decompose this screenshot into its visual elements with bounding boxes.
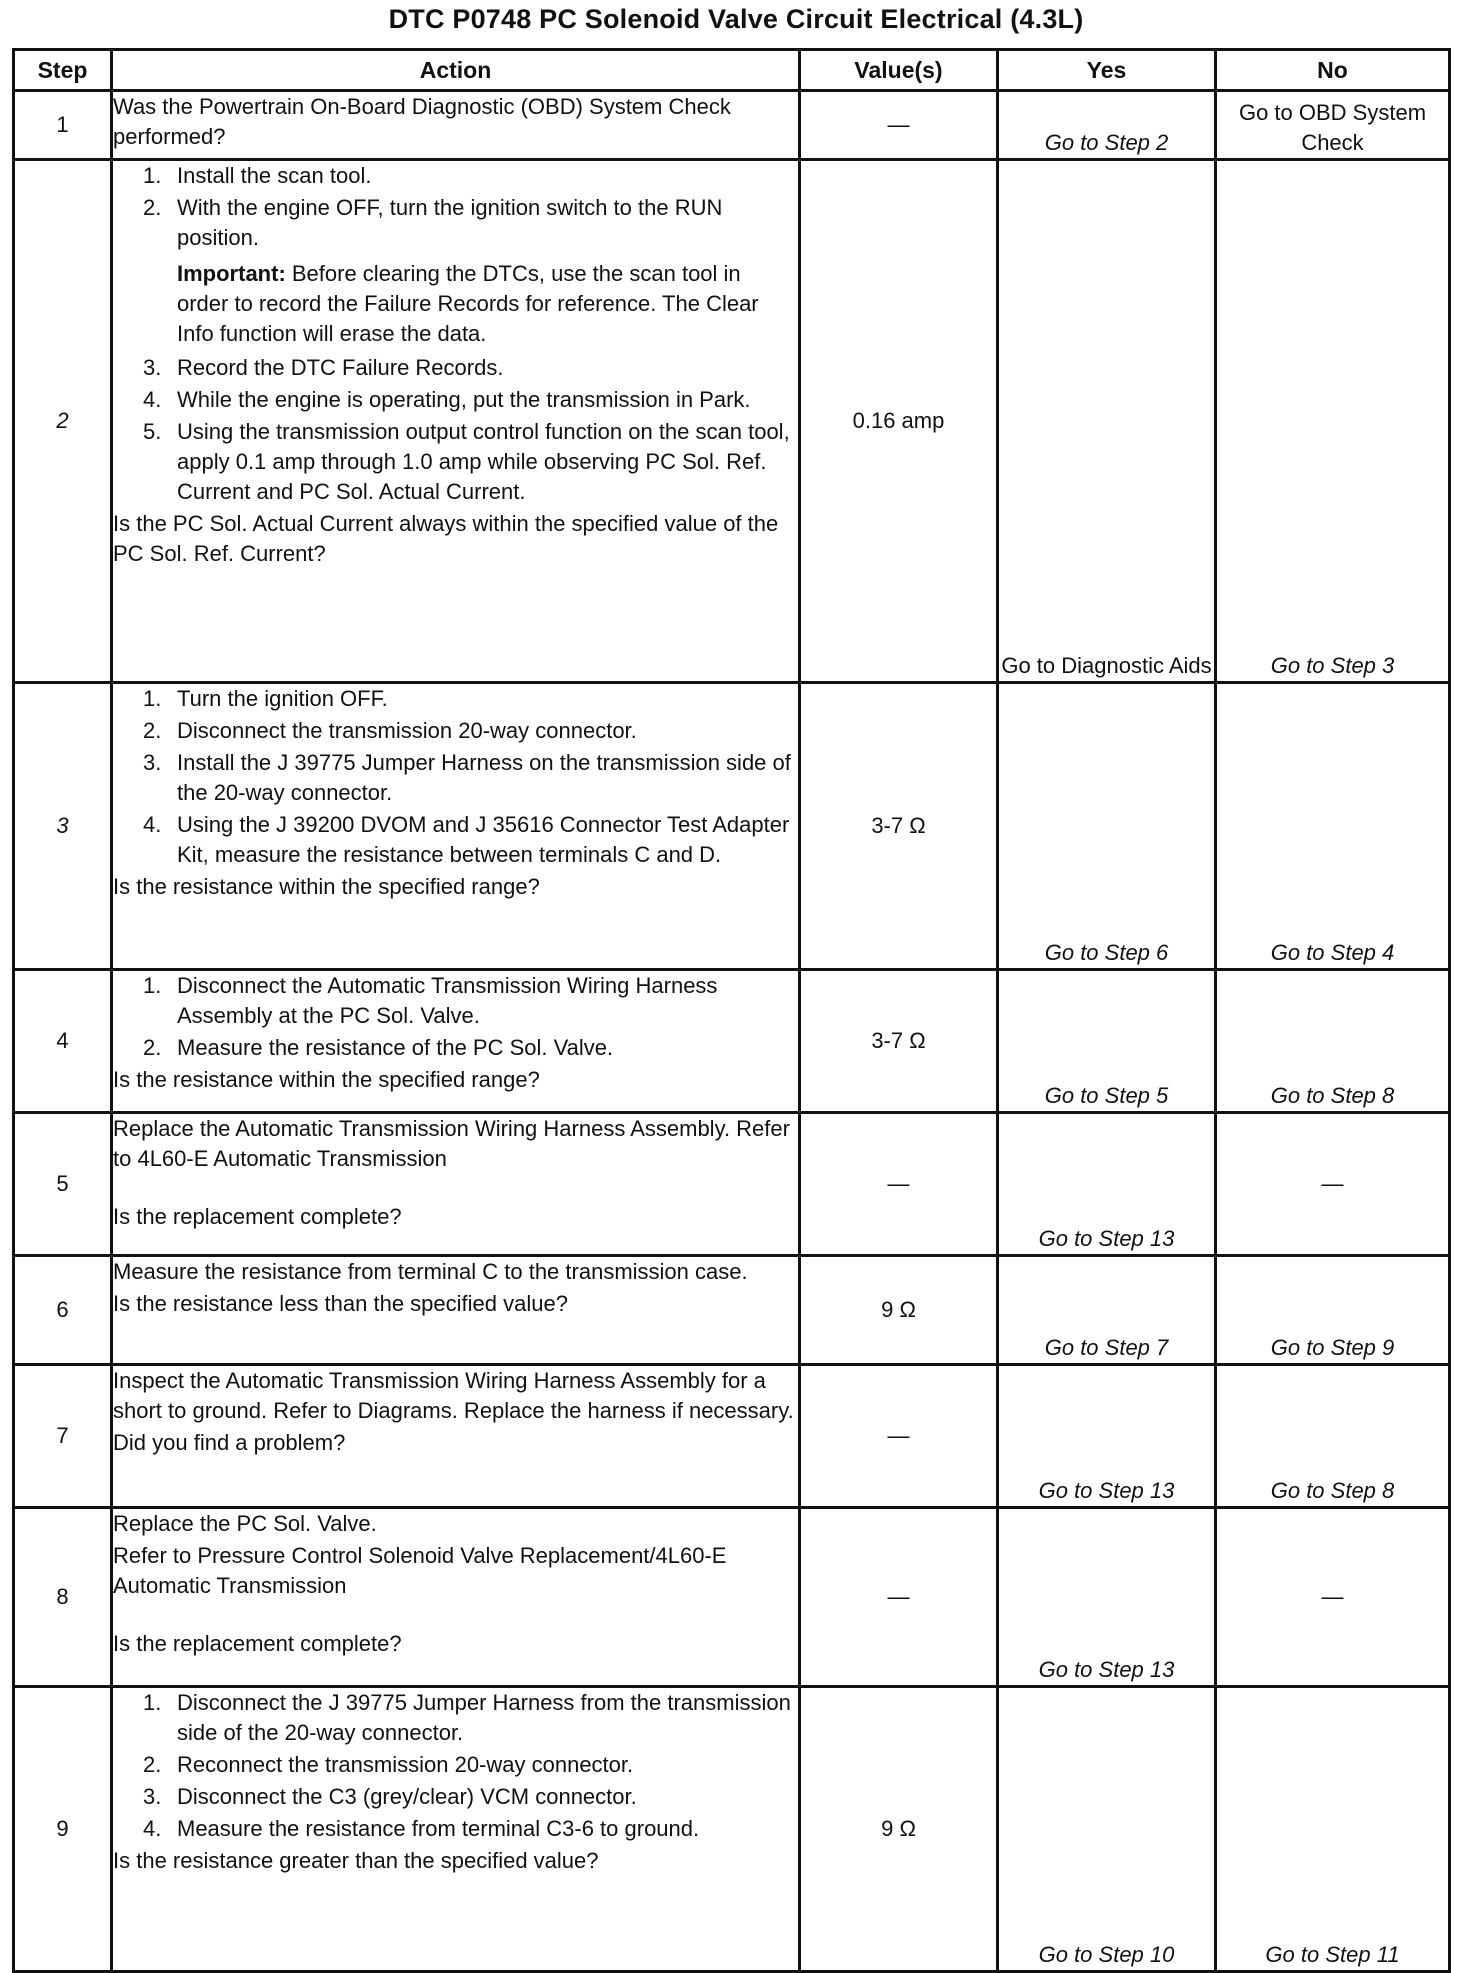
- diagnostic-table: [12, 48, 1451, 1973]
- list-item-number: 4.: [143, 387, 162, 412]
- action-list: [113, 161, 798, 253]
- value-cell: 0.16 amp: [800, 160, 998, 683]
- action-cell: [112, 1508, 800, 1687]
- action-cell: [112, 1365, 800, 1508]
- note-label: Important:: [177, 261, 286, 286]
- no-cell: —: [1216, 1508, 1450, 1687]
- step-number: 7: [14, 1365, 112, 1508]
- action-text: Refer to Pressure Control Solenoid Valve Replacement/4L60-E Automatic Transmission: [113, 1543, 727, 1598]
- value-cell: 9 Ω: [800, 1256, 998, 1365]
- question-text: Is the replacement complete?: [113, 1204, 402, 1229]
- list-item: [113, 193, 798, 253]
- important-note: [113, 259, 798, 349]
- action-cell: [112, 1256, 800, 1365]
- list-item-number: 2.: [143, 195, 162, 220]
- column-header-step: Step: [14, 50, 112, 91]
- step-number: 8: [14, 1508, 112, 1687]
- no-cell: Go to Step 11: [1216, 1687, 1450, 1972]
- list-item-text: Install the J 39775 Jumper Harness on the transmission side of the 20-way connector.: [177, 750, 791, 805]
- list-item: [113, 161, 798, 191]
- yes-cell: Go to Step 13: [998, 1508, 1216, 1687]
- list-item: [113, 1814, 798, 1844]
- question-text: Is the resistance within the specified range?: [113, 874, 540, 899]
- list-item: [113, 1688, 798, 1748]
- yes-cell: Go to Step 10: [998, 1687, 1216, 1972]
- table-row: [14, 1508, 1450, 1687]
- question-text: Is the resistance greater than the specified value?: [113, 1848, 599, 1873]
- no-cell: Go to Step 9: [1216, 1256, 1450, 1365]
- table-row: [14, 683, 1450, 970]
- action-list: [113, 353, 798, 507]
- step-number: 6: [14, 1256, 112, 1365]
- question-text: Is the PC Sol. Actual Current always within the specified value of the PC Sol. Ref. Current?: [113, 511, 779, 566]
- value-cell: —: [800, 1113, 998, 1256]
- table-row: [14, 160, 1450, 683]
- no-cell: Go to Step 4: [1216, 683, 1450, 970]
- list-item-text: Disconnect the C3 (grey/clear) VCM connector.: [177, 1784, 637, 1809]
- value-cell: 3-7 Ω: [800, 970, 998, 1113]
- list-item: [113, 417, 798, 507]
- list-item-text: Using the transmission output control function on the scan tool, apply 0.1 amp through 1.0 amp while observing PC Sol. Ref. Current and PC Sol. Actual Current.: [177, 419, 790, 504]
- action-text: Measure the resistance from terminal C to the transmission case.: [113, 1259, 748, 1284]
- step-number: 9: [14, 1687, 112, 1972]
- yes-cell: Go to Diagnostic Aids: [998, 160, 1216, 683]
- action-list: [113, 971, 798, 1063]
- question-text: Is the resistance less than the specified value?: [113, 1291, 568, 1316]
- list-item-number: 3.: [143, 355, 162, 380]
- list-item: [113, 810, 798, 870]
- value-cell: —: [800, 91, 998, 160]
- list-item-text: With the engine OFF, turn the ignition switch to the RUN position.: [177, 195, 723, 250]
- list-item-text: Reconnect the transmission 20-way connector.: [177, 1752, 634, 1777]
- yes-cell: Go to Step 13: [998, 1113, 1216, 1256]
- list-item-number: 3.: [143, 750, 162, 775]
- yes-cell: Go to Step 13: [998, 1365, 1216, 1508]
- question-text: Is the resistance within the specified range?: [113, 1067, 540, 1092]
- action-list: [113, 684, 798, 870]
- list-item-text: Turn the ignition OFF.: [177, 686, 388, 711]
- action-cell: [112, 683, 800, 970]
- list-item-text: Disconnect the transmission 20-way connector.: [177, 718, 637, 743]
- no-cell: —: [1216, 1113, 1450, 1256]
- action-text: Replace the PC Sol. Valve.: [113, 1511, 377, 1536]
- list-item-text: While the engine is operating, put the transmission in Park.: [177, 387, 751, 412]
- value-cell: —: [800, 1508, 998, 1687]
- action-cell: [112, 160, 800, 683]
- column-header-no: No: [1216, 50, 1450, 91]
- action-cell: [112, 1113, 800, 1256]
- action-list: [113, 1688, 798, 1844]
- column-header-action: Action: [112, 50, 800, 91]
- action-cell: [112, 91, 800, 160]
- list-item: [113, 748, 798, 808]
- list-item-text: Using the J 39200 DVOM and J 35616 Connector Test Adapter Kit, measure the resistance between terminals C and D.: [177, 812, 790, 867]
- list-item-number: 3.: [143, 1784, 162, 1809]
- list-item-text: Record the DTC Failure Records.: [177, 355, 504, 380]
- table-row: [14, 91, 1450, 160]
- step-number: 1: [14, 91, 112, 160]
- list-item-text: Disconnect the J 39775 Jumper Harness from the transmission side of the 20-way connector.: [177, 1690, 791, 1745]
- column-header-yes: Yes: [998, 50, 1216, 91]
- list-item-text: Measure the resistance from terminal C3-6 to ground.: [177, 1816, 700, 1841]
- action-text: Inspect the Automatic Transmission Wiring Harness Assembly for a short to ground. Refer to Diagrams. Replace the harness if necessary.: [113, 1368, 794, 1423]
- table-row: [14, 1256, 1450, 1365]
- list-item: [113, 353, 798, 383]
- list-item-number: 1.: [143, 686, 162, 711]
- column-header-values: Value(s): [800, 50, 998, 91]
- yes-cell: Go to Step 2: [998, 91, 1216, 160]
- value-cell: 3-7 Ω: [800, 683, 998, 970]
- list-item-number: 1.: [143, 973, 162, 998]
- yes-cell: Go to Step 7: [998, 1256, 1216, 1365]
- table-header-row: [14, 50, 1450, 91]
- table-row: [14, 1365, 1450, 1508]
- question-text: Did you find a problem?: [113, 1430, 346, 1455]
- table-row: [14, 970, 1450, 1113]
- action-cell: [112, 970, 800, 1113]
- list-item-number: 2.: [143, 1752, 162, 1777]
- list-item-number: 2.: [143, 1035, 162, 1060]
- action-text: Was the Powertrain On-Board Diagnostic (OBD) System Check performed?: [113, 94, 731, 149]
- note-text: Before clearing the DTCs, use the scan tool in order to record the Failure Records for reference. The Clear Info function will erase the data.: [177, 261, 759, 346]
- step-number: 2: [14, 160, 112, 683]
- list-item: [113, 1033, 798, 1063]
- list-item-text: Measure the resistance of the PC Sol. Valve.: [177, 1035, 614, 1060]
- list-item-number: 2.: [143, 718, 162, 743]
- action-text: Replace the Automatic Transmission Wiring Harness Assembly. Refer to 4L60-E Automatic Transmission: [113, 1116, 790, 1171]
- table-row: [14, 1687, 1450, 1972]
- no-cell: Go to Step 8: [1216, 970, 1450, 1113]
- list-item-text: Disconnect the Automatic Transmission Wiring Harness Assembly at the PC Sol. Valve.: [177, 973, 718, 1028]
- list-item: [113, 971, 798, 1031]
- list-item: [113, 716, 798, 746]
- list-item: [113, 385, 798, 415]
- list-item: [113, 1782, 798, 1812]
- list-item-text: Install the scan tool.: [177, 163, 372, 188]
- action-cell: [112, 1687, 800, 1972]
- step-number: 3: [14, 683, 112, 970]
- value-cell: 9 Ω: [800, 1687, 998, 1972]
- question-text: Is the replacement complete?: [113, 1631, 402, 1656]
- list-item-number: 1.: [143, 163, 162, 188]
- yes-cell: Go to Step 6: [998, 683, 1216, 970]
- list-item-number: 4.: [143, 812, 162, 837]
- list-item-number: 5.: [143, 419, 162, 444]
- no-cell: Go to Step 3: [1216, 160, 1450, 683]
- step-number: 4: [14, 970, 112, 1113]
- list-item-number: 1.: [143, 1690, 162, 1715]
- document-title: DTC P0748 PC Solenoid Valve Circuit Electrical (4.3L): [388, 4, 1084, 34]
- no-cell: Go to OBD System Check: [1216, 91, 1450, 160]
- step-number: 5: [14, 1113, 112, 1256]
- list-item: [113, 684, 798, 714]
- table-row: [14, 1113, 1450, 1256]
- list-item: [113, 1750, 798, 1780]
- list-item-number: 4.: [143, 1816, 162, 1841]
- yes-cell: Go to Step 5: [998, 970, 1216, 1113]
- value-cell: —: [800, 1365, 998, 1508]
- no-cell: Go to Step 8: [1216, 1365, 1450, 1508]
